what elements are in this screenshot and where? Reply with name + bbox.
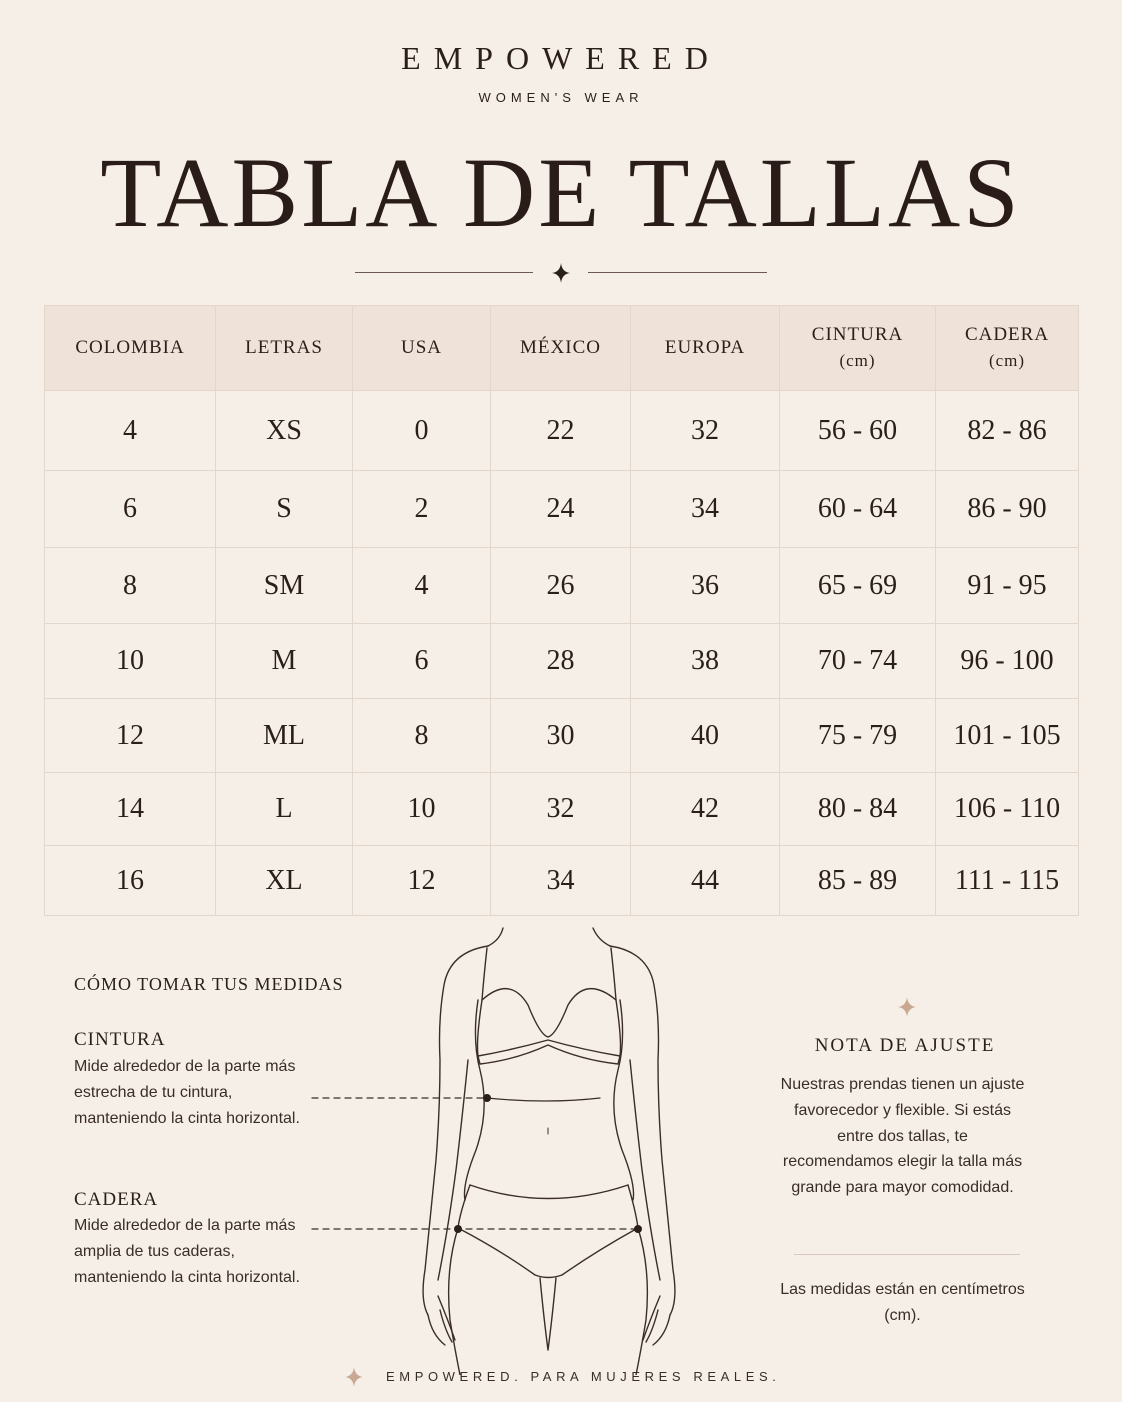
note-divider <box>794 1254 1020 1255</box>
table-cell: L <box>216 773 353 846</box>
table-cell: 16 <box>45 846 216 916</box>
table-cell: 96 - 100 <box>936 624 1079 699</box>
table-cell: 32 <box>631 391 780 471</box>
waist-title: CINTURA <box>74 1029 166 1050</box>
table-cell: SM <box>216 548 353 624</box>
body-figure-illustration <box>300 925 700 1375</box>
hip-title: CADERA <box>74 1189 159 1210</box>
table-cell: 4 <box>353 548 491 624</box>
table-cell: 38 <box>631 624 780 699</box>
table-row <box>45 548 1079 624</box>
table-cell: 14 <box>45 773 216 846</box>
table-cell: 70 - 74 <box>780 624 936 699</box>
waist-description: Mide alrededor de la parte más estrecha de tu cintura, manteniendo la cinta horizontal. <box>74 1058 300 1127</box>
table-cell: 34 <box>491 846 631 916</box>
table-cell: 44 <box>631 846 780 916</box>
table-header-row <box>45 306 1079 391</box>
table-cell: 36 <box>631 548 780 624</box>
table-cell: 56 - 60 <box>780 391 936 471</box>
table-row <box>45 624 1079 699</box>
brand-name: EMPOWERED <box>401 40 721 76</box>
table-cell: 42 <box>631 773 780 846</box>
brand-subtitle: WOMEN'S WEAR <box>478 90 644 105</box>
table-cell: ML <box>216 699 353 773</box>
sparkle-icon <box>551 262 571 284</box>
table-cell: 28 <box>491 624 631 699</box>
table-cell: 82 - 86 <box>936 391 1079 471</box>
table-cell: 85 - 89 <box>780 846 936 916</box>
sparkle-icon <box>897 996 917 1018</box>
table-cell: 80 - 84 <box>780 773 936 846</box>
table-cell: 22 <box>491 391 631 471</box>
table-cell: 30 <box>491 699 631 773</box>
table-cell: 26 <box>491 548 631 624</box>
fit-note-body: Nuestras prendas tienen un ajuste favorecedor y flexible. Si estás entre dos tallas, te recomendamos elegir la talla más grande para mayor comodidad. <box>780 1076 1025 1197</box>
table-cell: 60 - 64 <box>780 471 936 548</box>
table-cell: 91 - 95 <box>936 548 1079 624</box>
column-header: CINTURA (cm) <box>780 306 936 391</box>
table-cell: 75 - 79 <box>780 699 936 773</box>
table-cell: 10 <box>45 624 216 699</box>
column-header: LETRAS <box>216 306 353 391</box>
column-header: CADERA (cm) <box>936 306 1079 391</box>
column-header: COLOMBIA <box>45 306 216 391</box>
table-cell: 12 <box>353 846 491 916</box>
table-cell: 32 <box>491 773 631 846</box>
table-row <box>45 773 1079 846</box>
table-row <box>45 699 1079 773</box>
table-cell: 24 <box>491 471 631 548</box>
table-cell: 101 - 105 <box>936 699 1079 773</box>
sparkle-icon <box>344 1366 364 1388</box>
table-cell: 106 - 110 <box>936 773 1079 846</box>
table-cell: 40 <box>631 699 780 773</box>
table-cell: 2 <box>353 471 491 548</box>
table-cell: XL <box>216 846 353 916</box>
table-cell: 12 <box>45 699 216 773</box>
table-cell: 65 - 69 <box>780 548 936 624</box>
measure-heading: CÓMO TOMAR TUS MEDIDAS <box>74 974 344 994</box>
table-cell: 8 <box>45 548 216 624</box>
table-cell: 10 <box>353 773 491 846</box>
fit-note-title: NOTA DE AJUSTE <box>814 1035 996 1056</box>
table-cell: 6 <box>353 624 491 699</box>
table-cell: 6 <box>45 471 216 548</box>
title-divider-left <box>355 272 533 273</box>
footer-tagline: EMPOWERED. PARA MUJERES REALES. <box>386 1369 781 1384</box>
table-cell: 8 <box>353 699 491 773</box>
column-header: EUROPA <box>631 306 780 391</box>
table-cell: 0 <box>353 391 491 471</box>
table-cell: S <box>216 471 353 548</box>
page-title: TABLA DE TALLAS <box>100 137 1022 248</box>
table-cell: 4 <box>45 391 216 471</box>
title-divider-right <box>588 272 767 273</box>
column-header: MÉXICO <box>491 306 631 391</box>
table-cell: 86 - 90 <box>936 471 1079 548</box>
column-header: USA <box>353 306 491 391</box>
size-table <box>44 305 1079 916</box>
table-cell: 34 <box>631 471 780 548</box>
table-row <box>45 471 1079 548</box>
table-row <box>45 391 1079 471</box>
table-cell: 111 - 115 <box>936 846 1079 916</box>
hip-description: Mide alrededor de la parte más amplia de tus caderas, manteniendo la cinta horizontal. <box>74 1217 300 1286</box>
table-cell: XS <box>216 391 353 471</box>
table-cell: M <box>216 624 353 699</box>
table-row <box>45 846 1079 916</box>
units-note: Las medidas están en centímetros (cm). <box>780 1281 1025 1324</box>
